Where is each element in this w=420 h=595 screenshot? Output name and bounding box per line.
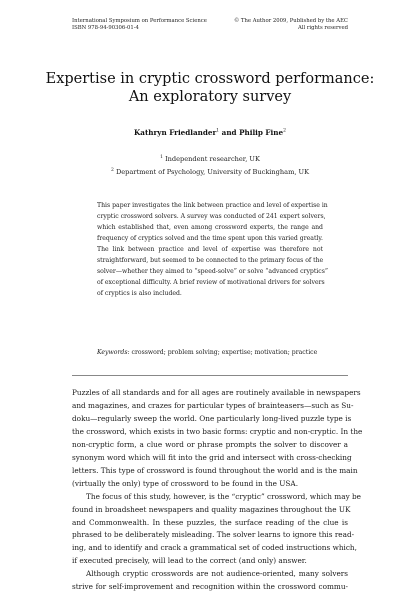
abstract-line: The link between practice and level of expertise was therefore not [97, 246, 323, 254]
body-line: Puzzles of all standards and for all ages are routinely available in newspapers [72, 388, 361, 397]
paper-title [0, 70, 420, 106]
affiliation-2 [0, 168, 420, 176]
body-line: Although cryptic crosswords are not audience-oriented, many solvers [86, 569, 348, 579]
isbn: ISBN 978-94-90306-01-4 [72, 25, 139, 31]
body-line: doku—regularly sweep the world. One particularly long-lived puzzle type is [72, 413, 352, 423]
abstract-line: of exceptional difficulty. A brief review of motivational drivers for solvers [97, 279, 325, 287]
affiliation-1 [0, 155, 420, 163]
title-line-1: Expertise in cryptic crossword performance: [45, 71, 375, 87]
keywords-text: crossword; problem solving; expertise; motivation; practice [129, 349, 318, 356]
author-2: Philip Fine [239, 128, 284, 137]
abstract-line: of cryptics is also included. [97, 290, 182, 298]
body-line: phrased to be deliberately misleading. The solver learns to ignore this read- [72, 530, 355, 540]
body-line: the crossword, which exists in two basic forms: cryptic and non-cryptic. In the [72, 426, 363, 436]
body-line: if executed precisely, will lead to the correct (and only) answer. [72, 556, 307, 566]
affiliation-1-mark: 1 [160, 155, 163, 160]
body-line: strive for self-improvement and recognition within the crossword commu- [72, 582, 348, 592]
author-1-affil: 1 [216, 128, 220, 134]
body-line: found in broadsheet newspapers and quality magazines throughout the UK [72, 504, 351, 514]
rights-line: All rights reserved [297, 25, 348, 31]
running-header-left [72, 18, 207, 32]
abstract-line: which established that, even among crossword experts, the range and [97, 224, 323, 232]
affiliation-2-text: Department of Psychology, University of Buckingham, UK [113, 168, 309, 177]
keywords-label: Keywords: [97, 349, 130, 356]
section-divider [72, 375, 348, 376]
abstract [97, 200, 328, 299]
symposium-name: International Symposium on Performance Science [72, 18, 207, 24]
running-header-right [234, 18, 348, 32]
abstract-line: frequency of cryptics solved and the time spent upon this varied greatly. [97, 235, 323, 243]
affiliation-2-mark: 2 [110, 168, 114, 173]
keywords [97, 349, 323, 356]
body-line: ing, and to identify and crack a grammatical set of coded instructions which, [72, 543, 357, 553]
body-line: and Commonwealth. In these puzzles, the surface reading of the clue is [72, 517, 348, 527]
body-line: synonym word which will fit into the grid and intersect with cross-checking [72, 452, 352, 462]
title-line-2: An exploratory survey [128, 89, 292, 105]
author-2-affil: 2 [283, 128, 286, 134]
abstract-line: This paper investigates the link between practice and level of expertise in [97, 202, 328, 209]
body-line: non-cryptic form, a clue word or phrase prompts the solver to discover a [72, 439, 348, 449]
body-line: and magazines, and crazes for particular types of brainteasers—such as Su- [72, 400, 354, 410]
author-and: and [219, 128, 240, 137]
affiliation-1-text: Independent researcher, UK [162, 155, 260, 164]
author-list [0, 128, 420, 137]
abstract-line: straightforward, but seemed to be connected to the primary focus of the [97, 257, 324, 265]
author-1: Kathryn Friedlander [134, 128, 217, 137]
abstract-line: cryptic crossword solvers. A survey was conducted of 241 expert solvers, [97, 213, 326, 221]
copyright-line: © The Author 2009, Published by the AEC [233, 18, 348, 24]
body-line: The focus of this study, however, is the “cryptic” crossword, which may be [86, 491, 362, 501]
abstract-line: solver—whether they aimed to “speed-solve” or solve “advanced cryptics” [97, 268, 328, 276]
body-line: (virtually the only) type of crossword to be found in the USA. [72, 478, 299, 488]
body-line: letters. This type of crossword is found throughout the world and is the main [72, 465, 358, 475]
body-text [72, 387, 363, 594]
